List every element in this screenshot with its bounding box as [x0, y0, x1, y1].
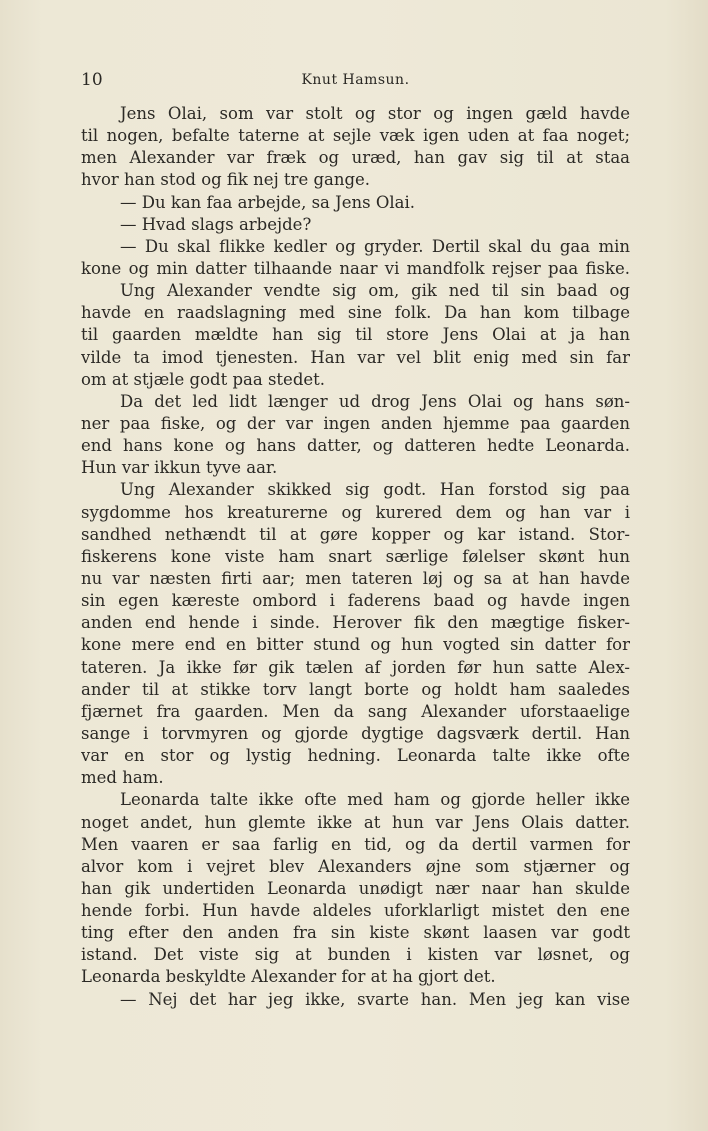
text-line: med ham. — [81, 768, 164, 788]
text-line: hvor han stod og fik nej tre gange. — [81, 170, 371, 190]
text-line: sygdomme hos kreaturerne og kurered dem og han var i — [81, 502, 630, 522]
text-line: — Hvad slags arbejde? — [120, 214, 312, 234]
text-line: sange i torvmyren og gjorde dygtige dagsværk dertil. Han — [81, 723, 630, 743]
text-line: noget andet, hun glemte ikke at hun var Jens Olais datter. — [81, 812, 630, 832]
body-text — [81, 103, 630, 1011]
text-line: Da det led lidt længer ud drog Jens Olai og hans søn- — [120, 391, 630, 411]
text-line: han gik undertiden Leonarda unødigt nær naar han skulde — [81, 878, 630, 898]
text-line: sandhed nethændt til at gøre kopper og kar istand. Stor- — [81, 524, 630, 544]
text-line: Hun var ikkun tyve aar. — [81, 458, 278, 478]
text-line: fjærnet fra gaarden. Men da sang Alexander uforstaaelige — [81, 701, 630, 721]
text-line: kone og min datter tilhaande naar vi mandfolk rejser paa fiske. — [81, 258, 630, 278]
text-line: om at stjæle godt paa stedet. — [81, 369, 326, 389]
text-line: ner paa fiske, og der var ingen anden hjemme paa gaarden — [81, 413, 630, 433]
text-line: Leonarda beskyldte Alexander for at ha gjort det. — [81, 967, 496, 987]
text-line: kone mere end en bitter stund og hun vogted sin datter for — [81, 635, 630, 655]
text-line: nu var næsten firti aar; men tateren løj og sa at han havde — [81, 568, 630, 588]
text-line: Men vaaren er saa farlig en tid, og da dertil varmen for — [81, 834, 630, 854]
page-header — [81, 70, 630, 94]
text-line: — Du skal flikke kedler og gryder. Dertil skal du gaa min — [120, 236, 630, 256]
text-line: fiskerens kone viste ham snart særlige følelser skønt hun — [81, 546, 630, 566]
text-line: havde en raadslagning med sine folk. Da han kom tilbage — [81, 303, 630, 323]
text-line: tateren. Ja ikke før gik tælen af jorden før hun satte Alex- — [81, 657, 630, 677]
text-line: — Du kan faa arbejde, sa Jens Olai. — [120, 192, 415, 212]
text-line: Ung Alexander vendte sig om, gik ned til sin baad og — [120, 281, 630, 301]
text-line: var en stor og lystig hedning. Leonarda talte ikke ofte — [81, 746, 630, 766]
text-line: Jens Olai, som var stolt og stor og ingen gæld havde — [120, 104, 630, 123]
text-line: vilde ta imod tjenesten. Han var vel blit enig med sin far — [81, 347, 630, 367]
text-line: alvor kom i vejret blev Alexanders øjne som stjærner og — [81, 856, 630, 876]
page-number: 10 — [81, 70, 103, 90]
text-line: Ung Alexander skikked sig godt. Han forstod sig paa — [120, 480, 630, 500]
text-line: end hans kone og hans datter, og datteren hedte Leonarda. — [81, 436, 630, 456]
text-line: — Nej det har jeg ikke, svarte han. Men jeg kan vise — [120, 989, 630, 1009]
text-line: til gaarden mældte han sig til store Jens Olai at ja han — [81, 325, 630, 345]
text-line: til nogen, befalte taterne at sejle væk igen uden at faa noget; — [81, 126, 630, 146]
text-line: men Alexander var fræk og uræd, han gav sig til at staa — [81, 148, 630, 168]
text-line: Leonarda talte ikke ofte med ham og gjorde heller ikke — [120, 790, 630, 810]
text-line: sin egen kæreste ombord i faderens baad og havde ingen — [81, 591, 630, 611]
running-title: Knut Hamsun. — [301, 72, 410, 88]
text-line: anden end hende i sinde. Herover fik den mægtige fisker- — [81, 613, 630, 633]
text-line: istand. Det viste sig at bunden i kisten var løsnet, og — [81, 945, 630, 965]
text-line: ander til at stikke torv langt borte og holdt ham saaledes — [81, 679, 630, 699]
text-line: hende forbi. Hun havde aldeles uforklarligt mistet den ene — [81, 901, 630, 921]
text-line: ting efter den anden fra sin kiste skønt laasen var godt — [81, 923, 630, 943]
